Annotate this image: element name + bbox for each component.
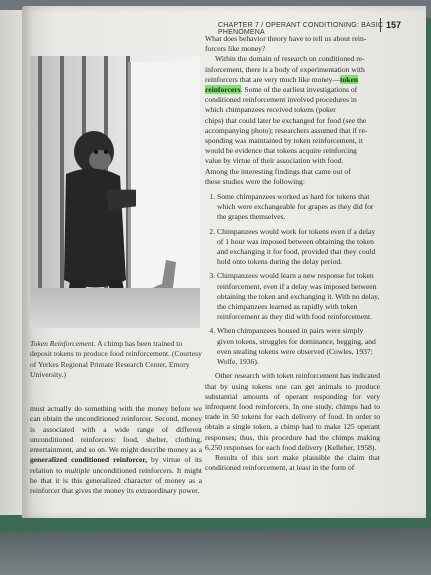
paragraph-text: Other research with token reinforcement has indicated that by using tokens one can get animals to produce substantial amounts of operant responding for very infrequent food reinforcers. In one study, chimps had to trade in 50 tokens for each delivery of food. In order to obtain a single token, a chimp had to make 125 operant responses; thus, this procedure had the chimps making 6,250 responses for each food delivery (Kelleher, 1958). xyxy=(205,371,380,452)
list-item: 3. Chimpanzees would learn a new response for token reinforcement, even if a delay was imposed between obtaining the token and exchanging it. With no delay, the chimpanzees learned as rapidly with token reinforcement as they did with food reinforcement. xyxy=(217,271,380,322)
paragraph-text: unconditioned reinforcers. It might be that it is this generalized character of money as a reinforcer that gives the money its extraordinary power. xyxy=(30,465,202,496)
question-line-1: What does behavior theory have to tell us about rein- xyxy=(205,34,367,43)
paragraph-line: . Some of the earliest investigations of xyxy=(240,85,358,95)
paragraph-line: sponding was maintained by token reinforcement, it xyxy=(205,136,363,146)
highlighted-term: token xyxy=(339,74,359,84)
paragraph-line: reinforcers that are very much like money— xyxy=(205,74,340,84)
paragraph-line: these studies were the following: xyxy=(205,176,305,186)
findings-list xyxy=(205,192,380,367)
question-line-2: forcers like money? xyxy=(205,44,266,54)
paragraph-line: which chimpanzees received tokens (poker xyxy=(205,105,336,115)
page-number: 157 xyxy=(386,20,402,30)
caption-title: Token Reinforcement. xyxy=(30,339,96,348)
paragraph-line: conditioned reinforcement involved procedures in xyxy=(205,95,357,105)
list-item: 2. Chimpanzees would work for tokens even if a delay of 1 hour was imposed between obtaining the token and exchanging it for food, provided that they could hold onto tokens during the delay period. xyxy=(217,227,380,268)
photo-caption xyxy=(30,339,202,381)
paragraph-line: inforcement, there is a body of experimentation with xyxy=(205,64,365,74)
paragraph-text: must actually do something with the money before we can obtain the unconditioned reinforcer. Second, money is associated with a wide range of different unconditioned reinforcers: food, shelter, clothing, entertainment, and so on. We might describe money as a xyxy=(30,404,202,455)
highlighted-term: reinforcers xyxy=(205,85,241,95)
paragraph-line: Among the interesting findings that came out of xyxy=(205,166,351,176)
list-item: 1. Some chimpanzees worked as hard for tokens that which were exchangeable for grapes as they did for the grapes themselves. xyxy=(217,192,380,223)
paragraph-text: by virtue of its relation to xyxy=(30,455,202,475)
list-item: 4. When chimpanzees housed in pairs were simply given tokens, struggles for dominance, begging, and even stealing tokens were observed (Cowles, 1937; Wolfe, 1936). xyxy=(217,326,380,367)
paragraph-text: Results of this sort make plausible the claim that conditioned reinforcement, at least in the form of xyxy=(205,452,380,473)
key-term: generalized conditioned reinforcer, xyxy=(30,455,147,465)
emphasis-text: multiple xyxy=(64,465,90,475)
caption-text: A chimp has been trained to deposit tokens to produce food reinforcement. (Courtesy of Yerkes Regional Primate Research Center, Emory University.) xyxy=(30,339,202,380)
paragraph-line: value by virtue of their association with food. xyxy=(205,156,344,166)
paragraph-line: chips) that could later be exchanged for food (see the xyxy=(205,115,367,125)
paragraph-line: would be evidence that tokens acquire reinforcing xyxy=(205,146,357,156)
left-column-text xyxy=(30,404,202,497)
chapter-header: CHAPTER 7 / OPERANT CONDITIONING: BASIC PHENOMENA xyxy=(218,22,384,36)
paragraph-line: Within the domain of research on conditioned re- xyxy=(215,54,365,64)
paragraph-line: accompanying photo); researchers assumed that if re- xyxy=(205,125,368,135)
chimp-photo xyxy=(30,56,200,328)
right-column-text xyxy=(205,34,380,473)
